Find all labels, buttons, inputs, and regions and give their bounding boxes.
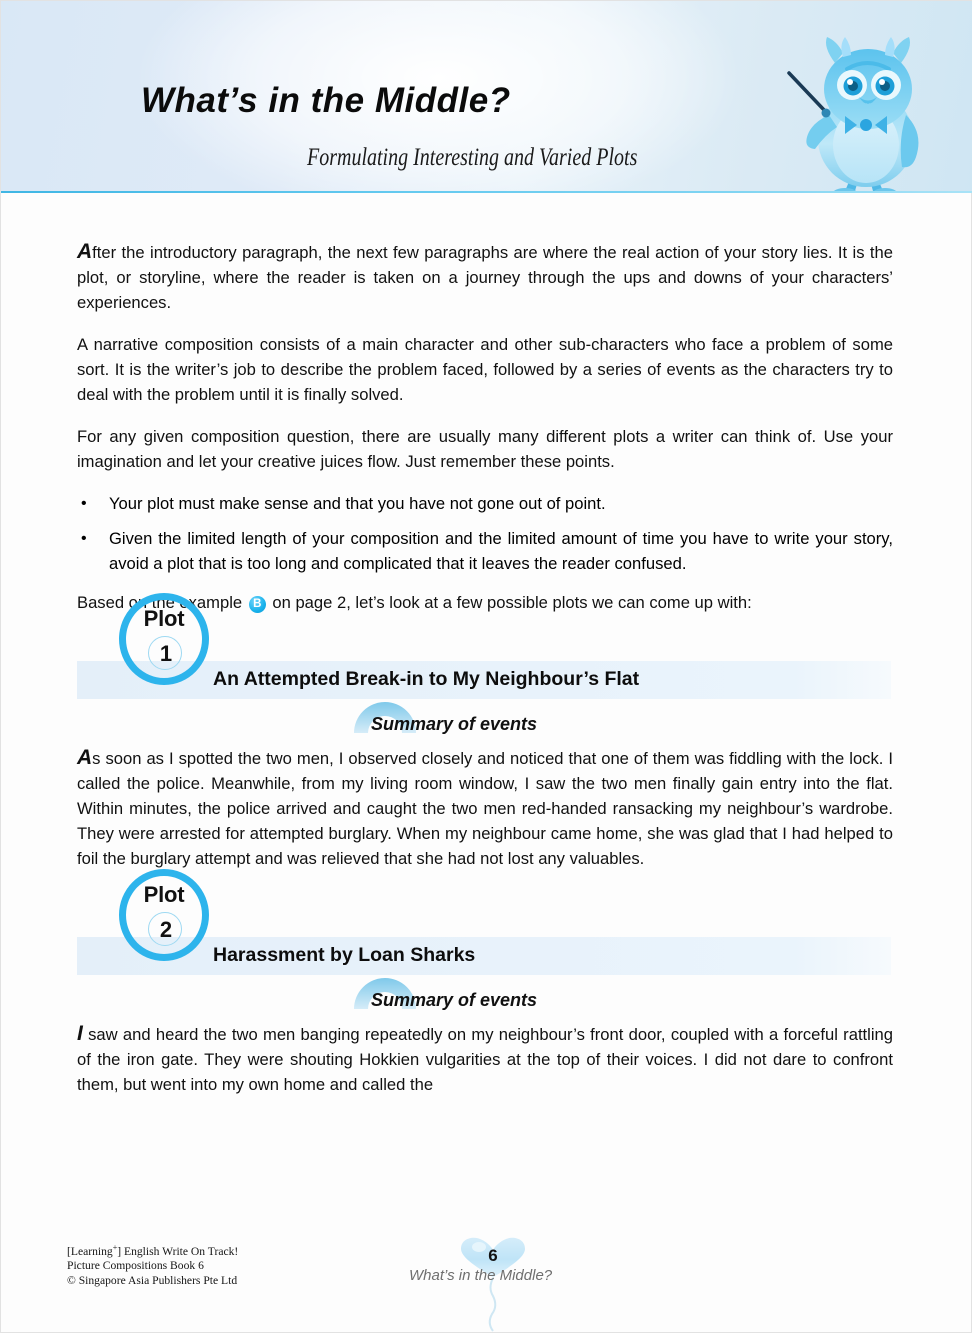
plot-1-summary-text <box>77 745 893 871</box>
page-number: 6 <box>488 1246 498 1265</box>
plot-badge-word: Plot <box>143 882 185 907</box>
footer-line-1b: ] English Write On Track! <box>117 1244 239 1258</box>
intro-paragraph-1 <box>77 239 893 315</box>
summary-label: Summary of events <box>371 714 538 734</box>
intro-paragraph-2: A narrative composition consists of a main character and other sub-characters who face a problem of some sort. It is the writer’s job to describe the problem faced, followed by a series of events as the characters try to deal with the problem until it is finally solved. <box>77 335 893 404</box>
owl-mascot-icon <box>773 29 963 193</box>
points-list <box>77 491 893 576</box>
list-item-text: Given the limited length of your composition and the limited amount of time you have to write your story, avoid a plot that is too long and complicated that it leaves the reader confused. <box>109 529 893 573</box>
footer-line-1a: [Learning <box>67 1244 113 1258</box>
page-title: What’s in the Middle? <box>141 81 511 120</box>
footer-line-1-sup: + <box>112 1243 118 1252</box>
bullet-icon: • <box>81 495 87 512</box>
intro-paragraph-3: For any given composition question, there are usually many different plots a writer can think of. Use your imagination and let your creative juices flow. Just remember these points. <box>77 427 893 471</box>
bullet-icon: • <box>81 530 87 547</box>
plot-2-summary-text <box>77 1021 893 1097</box>
footer-line-3: © Singapore Asia Publishers Pte Ltd <box>67 1273 238 1287</box>
plot-badge-2 <box>119 869 209 961</box>
plot-badge-number-circle <box>148 636 182 670</box>
header-divider-line <box>1 191 972 193</box>
footer-chapter-label: What’s in the Middle? <box>409 1267 553 1284</box>
list-item-text: Your plot must make sense and that you have not gone out of point. <box>109 494 606 513</box>
example-line-after: on page 2, let’s look at a few possible plots we can come up with: <box>272 593 752 612</box>
example-b-badge-icon: B <box>249 596 266 613</box>
summary-heading-1 <box>77 699 893 745</box>
footer-imprint <box>67 1241 238 1288</box>
document-body <box>77 239 893 1114</box>
summary-heading-2 <box>77 975 893 1021</box>
example-line-before: Based on the example <box>77 593 243 612</box>
plot-header-2 <box>77 882 893 975</box>
footer-line-2: Picture Compositions Book 6 <box>67 1259 204 1273</box>
dropcap-i: I <box>77 1022 83 1045</box>
plot-badge-number: 2 <box>159 917 173 942</box>
plot-badge-1 <box>119 593 209 685</box>
intro-paragraph-1-text: fter the introductory paragraph, the next few paragraphs are where the real action of your story lies. It is the plot, or storyline, where the reader is taken on a journey through the ups and downs of your characters’ experiences. <box>77 243 893 312</box>
summary-label: Summary of events <box>371 990 538 1010</box>
dropcap-a: A <box>77 240 93 263</box>
list-item <box>77 526 893 576</box>
plot-title: An Attempted Break-in to My Neighbour’s Flat <box>213 668 640 690</box>
plot-header-1 <box>77 606 893 699</box>
page-footer <box>1 1229 972 1334</box>
plot-badge-number-circle <box>148 912 182 946</box>
page-header <box>1 1 972 193</box>
list-item <box>77 491 893 516</box>
dropcap-a: A <box>77 746 93 769</box>
plot-badge-word: Plot <box>143 606 185 631</box>
plot-1-body: s soon as I spotted the two men, I observed closely and noticed that one of them was fiddling with the lock. I called the police. Meanwhile, from my living room window, I saw the two men finally gain entry into the flat. Within minutes, the police arrived and caught the two men red-handed ransacking my neighbour’s wardrobe. They were arrested for attempted burglary. When my neighbour came home, she was glad that I had helped to foil the burglary attempt and was relieved that she had not lost any valuables. <box>77 749 893 868</box>
page-subtitle: Formulating Interesting and Varied Plots <box>307 144 638 171</box>
plot-badge-number: 1 <box>159 641 173 666</box>
plot-title: Harassment by Loan Sharks <box>213 944 476 966</box>
plot-2-body: saw and heard the two men banging repeatedly on my neighbour’s front door, coupled with a forceful rattling of the iron gate. They were shouting Hokkien vulgarities at the top of their voices. I did not dare to confront them, but went into my own home and called the <box>77 1025 893 1094</box>
